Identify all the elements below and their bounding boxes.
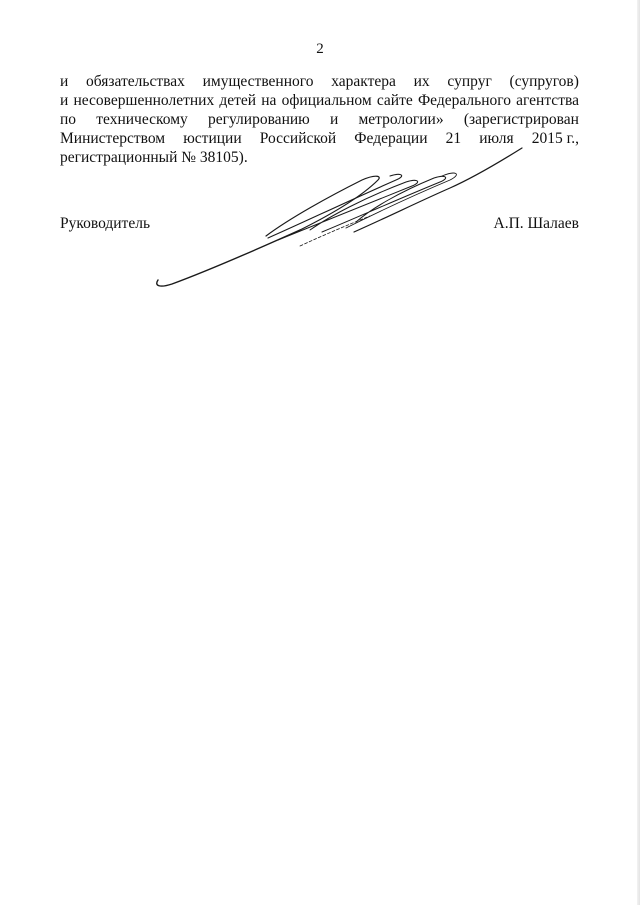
paragraph-line-5: регистрационный № 38105). [60, 149, 248, 166]
paragraph-line-1 [60, 72, 579, 91]
word: регулированию [207, 111, 310, 128]
word: 21 [445, 130, 462, 147]
word: агентства [516, 92, 579, 109]
word: 2015 г., [531, 130, 579, 147]
word: июля [479, 130, 514, 147]
word: их [413, 73, 430, 90]
word: и [60, 73, 69, 90]
word: Министерством [60, 130, 166, 147]
word: характера [331, 73, 396, 90]
handwritten-signature [150, 140, 530, 290]
word: имущественного [202, 73, 314, 90]
word: Российской [259, 130, 337, 147]
page-number: 2 [316, 41, 324, 57]
word: метрологии» [358, 111, 444, 128]
word: (супругов) [509, 73, 579, 90]
word: сайте [376, 92, 413, 109]
word: несовершеннолетних [73, 92, 215, 109]
word: Федерального [417, 92, 511, 109]
word: и [329, 111, 339, 128]
signatory-name: А.П. Шалаев [493, 215, 579, 232]
word: и [60, 92, 69, 109]
word: юстиции [183, 130, 242, 147]
word: по [60, 111, 77, 128]
paragraph-line-3 [60, 110, 579, 129]
word: (зарегистрирован [463, 111, 579, 128]
word: на [261, 92, 277, 109]
signatory-position: Руководитель [60, 215, 151, 232]
word: обязательствах [86, 73, 185, 90]
word: Федерации [354, 130, 428, 147]
word: техническому [96, 111, 188, 128]
word: детей [219, 92, 257, 109]
paragraph-line-2 [60, 91, 579, 110]
word: супруг [447, 73, 492, 90]
word: официальном [281, 92, 372, 109]
